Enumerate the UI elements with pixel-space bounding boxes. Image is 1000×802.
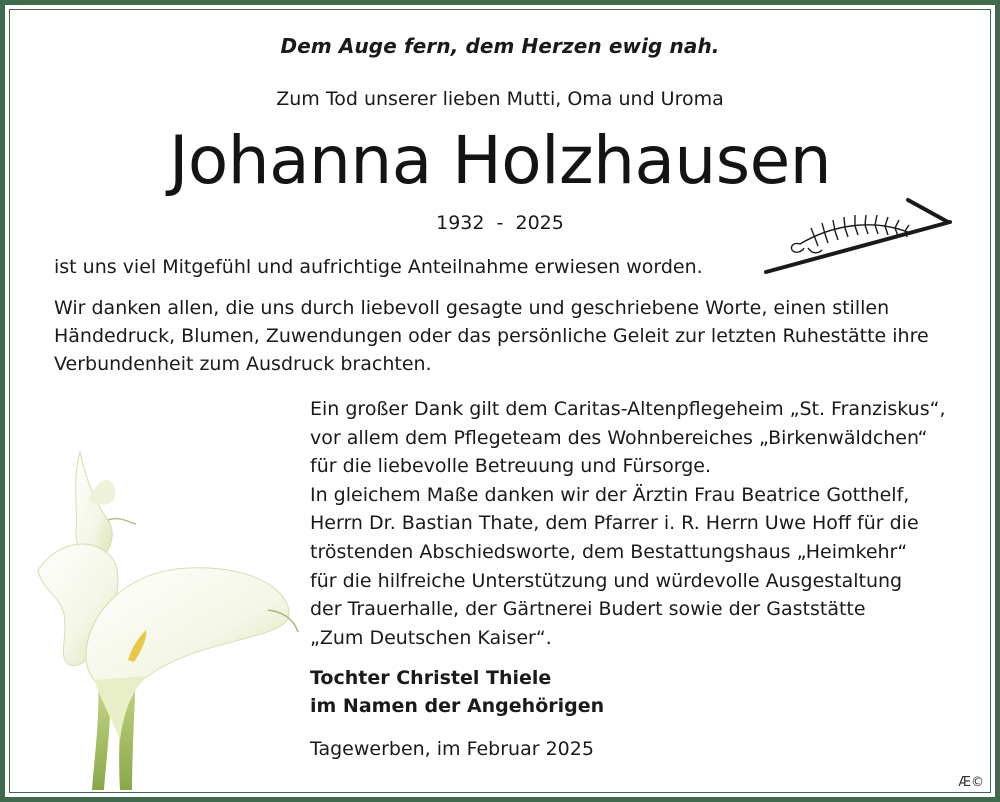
text-line: Wir danken allen, die uns durch liebevoll gesagte und geschriebene Worte, einen stillen	[54, 297, 890, 319]
text-line: für die hilfreiche Unterstützung und würdevolle Ausgestaltung	[310, 569, 903, 592]
motto: Dem Auge fern, dem Herzen ewig nah.	[280, 34, 720, 58]
signature-line: Tochter Christel Thiele	[310, 667, 552, 689]
text-line: tröstenden Abschiedsworte, dem Bestattungshaus „Heimkehr“	[310, 540, 908, 563]
text-line: Herrn Dr. Bastian Thate, dem Pfarrer i. R. Herrn Uwe Hoff für die	[310, 512, 919, 535]
text-line: Ein großer Dank gilt dem Caritas-Altenpflegeheim „St. Franziskus“,	[310, 398, 946, 420]
paragraph-special-thanks	[310, 395, 970, 652]
intro-line: Zum Tod unserer lieben Mutti, Oma und Uroma	[276, 88, 724, 110]
text-line: Händedruck, Blumen, Zuwendungen oder das persönliche Geleit zur letzten Ruhestätte ihre	[54, 325, 929, 347]
signature-line: im Namen der Angehörigen	[310, 695, 605, 717]
signature	[310, 664, 604, 720]
text-line: vor allem dem Pflegeteam des Wohnbereiches „Birkenwäldchen“	[310, 426, 928, 449]
calla-lily-icon	[28, 440, 308, 790]
text-line: Verbundenheit zum Ausdruck brachten.	[54, 353, 432, 375]
text-line: „Zum Deutschen Kaiser“.	[310, 626, 552, 649]
paragraph-sympathy: ist uns viel Mitgefühl und aufrichtige Anteilnahme erwiesen worden.	[54, 256, 703, 278]
life-years: 1932 - 2025	[436, 212, 564, 234]
text-line: In gleichem Maße danken wir der Ärztin Frau Beatrice Gotthelf,	[310, 483, 910, 506]
cross-with-palm-branch-icon	[760, 192, 960, 282]
place-date: Tagewerben, im Februar 2025	[310, 738, 594, 760]
text-line: für die liebevolle Betreuung und Fürsorge.	[310, 455, 712, 478]
deceased-name: Johanna Holzhausen	[168, 122, 832, 199]
text-line: der Trauerhalle, der Gärtnerei Budert sowie der Gaststätte	[310, 598, 866, 621]
paragraph-thanks	[54, 294, 954, 378]
copyright-mark: Æ©	[958, 775, 984, 790]
